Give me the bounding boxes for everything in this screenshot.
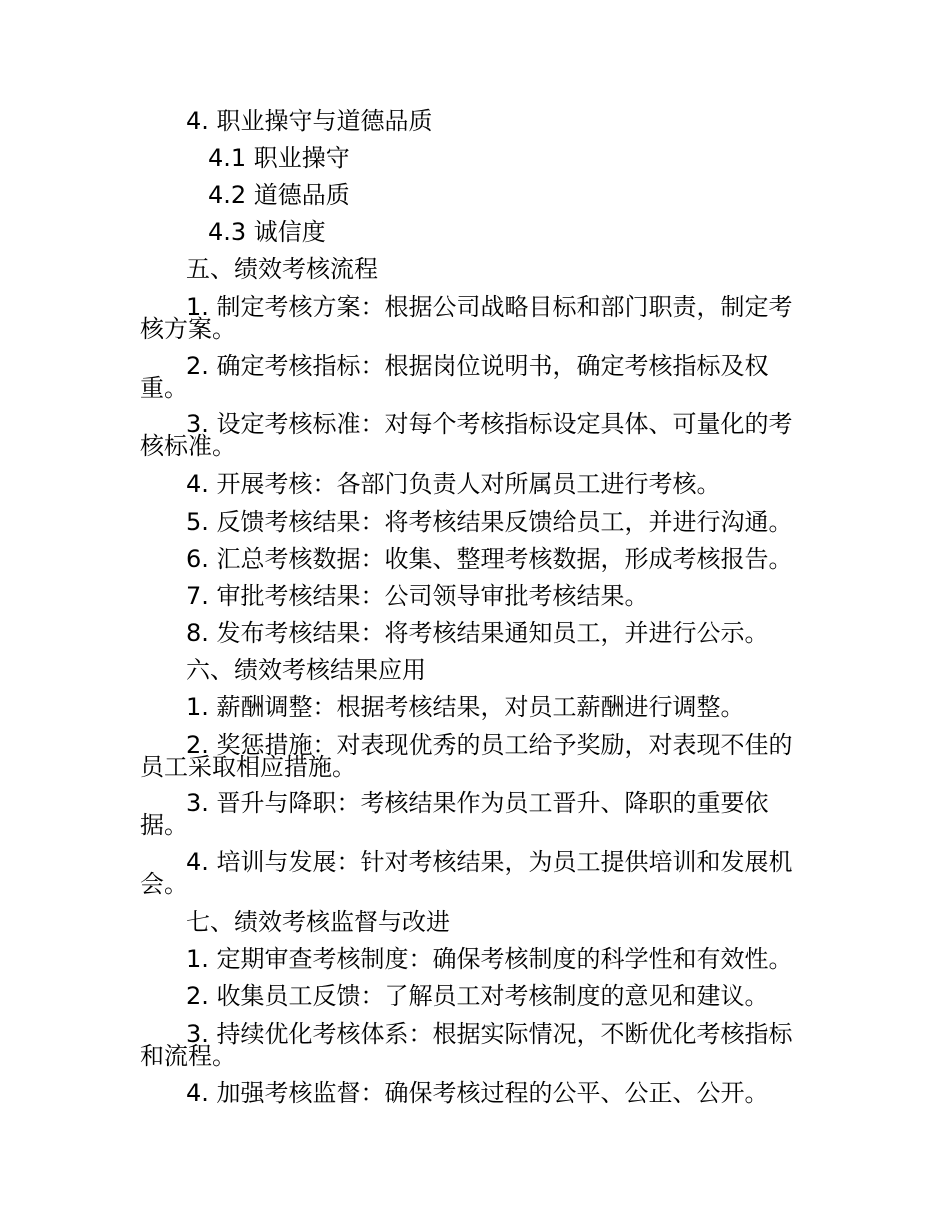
section-heading-6: 六、绩效考核结果应用 xyxy=(186,656,426,684)
paragraph-5-5: 5. 反馈考核结果：将考核结果反馈给员工，并进行沟通。 xyxy=(186,508,793,536)
sub-item-4-2: 4.2 道德品质 xyxy=(208,181,350,209)
section-heading-5: 五、绩效考核流程 xyxy=(186,255,378,283)
paragraph-6-3: 3. 晋升与降职：考核结果作为员工晋升、降职的重要依据。 xyxy=(140,789,769,839)
paragraph-5-7: 7. 审批考核结果：公司领导审批考核结果。 xyxy=(186,582,649,610)
paragraph-5-3: 3. 设定考核标准：对每个考核指标设定具体、可量化的考核标准。 xyxy=(140,410,793,460)
paragraph-6-4: 4. 培训与发展：针对考核结果，为员工提供培训和发展机会。 xyxy=(140,848,793,898)
paragraph-7-1: 1. 定期审查考核制度：确保考核制度的科学性和有效性。 xyxy=(186,945,793,973)
section-heading-7: 七、绩效考核监督与改进 xyxy=(186,908,450,936)
sub-item-4-3: 4.3 诚信度 xyxy=(208,218,326,246)
paragraph-6-1: 1. 薪酬调整：根据考核结果，对员工薪酬进行调整。 xyxy=(186,693,745,721)
paragraph-7-3: 3. 持续优化考核体系：根据实际情况，不断优化考核指标和流程。 xyxy=(140,1020,793,1070)
paragraph-5-8: 8. 发布考核结果：将考核结果通知员工，并进行公示。 xyxy=(186,619,769,647)
paragraph-5-2: 2. 确定考核指标：根据岗位说明书，确定考核指标及权重。 xyxy=(140,352,769,402)
sub-item-4-1: 4.1 职业操守 xyxy=(208,144,350,172)
section-item-4: 4. 职业操守与道德品质 xyxy=(186,107,433,135)
paragraph-5-6: 6. 汇总考核数据：收集、整理考核数据，形成考核报告。 xyxy=(186,545,793,573)
paragraph-5-4: 4. 开展考核：各部门负责人对所属员工进行考核。 xyxy=(186,470,721,498)
paragraph-5-1: 1. 制定考核方案：根据公司战略目标和部门职责，制定考核方案。 xyxy=(140,293,793,343)
paragraph-7-2: 2. 收集员工反馈：了解员工对考核制度的意见和建议。 xyxy=(186,982,769,1010)
paragraph-6-2: 2. 奖惩措施：对表现优秀的员工给予奖励，对表现不佳的员工采取相应措施。 xyxy=(140,731,793,781)
paragraph-7-4: 4. 加强考核监督：确保考核过程的公平、公正、公开。 xyxy=(186,1079,769,1107)
